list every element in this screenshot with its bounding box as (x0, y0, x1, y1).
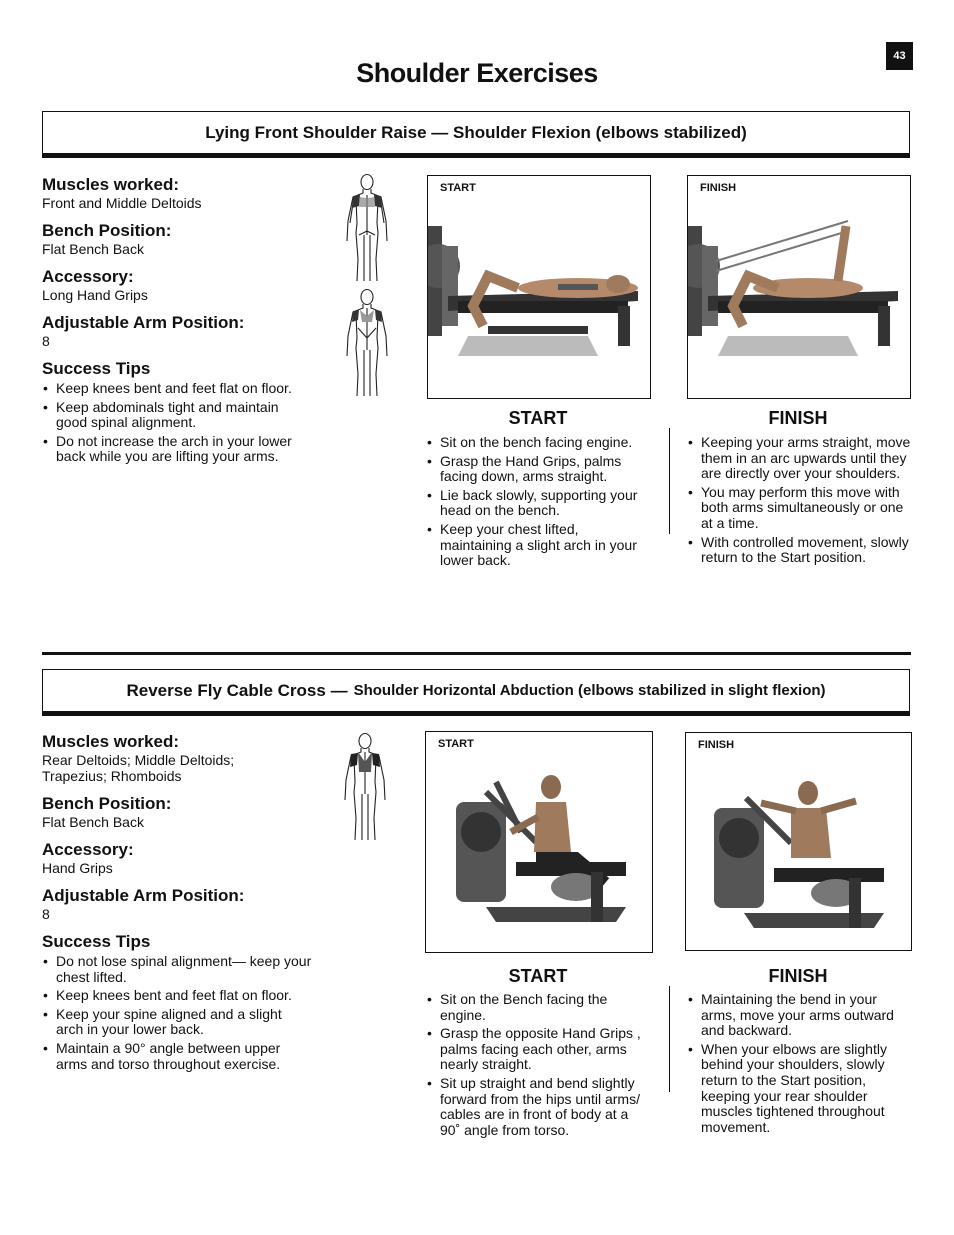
photo-tag: START (438, 738, 474, 750)
lying-raise-finish-illustration (688, 176, 910, 398)
tip-item: • Do not lose spinal alignment— keep your chest lifted. (42, 954, 312, 985)
exercise1-muscles: Front and Middle Deltoids (42, 195, 202, 211)
exercise2-info (42, 732, 312, 1075)
tip-item: • Keep knees bent and feet flat on floor. (42, 988, 312, 1004)
exercise2-tips (42, 954, 312, 1072)
exercise1-title: Lying Front Shoulder Raise — Shoulder Flexion (elbows stabilized) (205, 122, 747, 142)
page-title: Shoulder Exercises (356, 58, 598, 88)
reverse-fly-start-illustration (426, 732, 652, 952)
step-item: • Keeping your arms straight, move them in an arc upwards until they are directly over your shoulders. (687, 435, 913, 482)
exercise1-bench-label: Bench Position: (42, 221, 172, 240)
step-item: • Grasp the opposite Hand Grips , palms facing each other, arms nearly straight. (426, 1026, 648, 1073)
exercise1-bench: Flat Bench Back (42, 241, 144, 257)
exercise1-accessory-label: Accessory: (42, 267, 134, 286)
tip-item: • Maintain a 90° angle between upper arms and torso throughout exercise. (42, 1041, 312, 1072)
exercise2-start-steps (426, 992, 648, 1141)
exercise1-start-steps (426, 435, 648, 572)
exercise2-muscles-label: Muscles worked: (42, 732, 179, 751)
lying-raise-start-illustration (428, 176, 650, 398)
step-item: • Grasp the Hand Grips, palms facing down, arms straight. (426, 454, 648, 485)
exercise1-title-box (42, 111, 910, 158)
step-item: • Sit up straight and bend slightly forward from the hips until arms/ cables are in front of body at a 90˚ angle from torso. (426, 1076, 648, 1138)
exercise2-arm-label: Adjustable Arm Position: (42, 886, 245, 905)
step-item: • You may perform this move with both arms simultaneously or one at a time. (687, 485, 913, 532)
exercise1-start-heading: START (508, 408, 568, 428)
exercise1-finish-steps (687, 435, 913, 569)
tip-item: • Do not increase the arch in your lower back while you are lifting your arms. (42, 434, 312, 465)
section-divider (42, 652, 911, 655)
photo-tag: START (440, 182, 476, 194)
tip-item: • Keep your spine aligned and a slight arch in your lower back. (42, 1007, 312, 1038)
step-item: • Maintaining the bend in your arms, move your arms outward and backward. (687, 992, 907, 1039)
page-number: 43 (886, 42, 913, 70)
anatomy-front-figure-icon (342, 173, 392, 285)
step-item: • Keep your chest lifted, maintaining a slight arch in your lower back. (426, 522, 648, 569)
exercise2-title-bold: Reverse Fly Cable Cross — (126, 680, 348, 700)
exercise1-info (42, 175, 312, 468)
anatomy-back-figure-icon (342, 288, 392, 400)
exercise2-title-rest: Shoulder Horizontal Abduction (elbows stabilized in slight flexion) (353, 682, 826, 699)
exercise1-start-photo (427, 175, 651, 399)
tip-item: • Keep abdominals tight and maintain good spinal alignment. (42, 400, 312, 431)
exercise1-muscles-label: Muscles worked: (42, 175, 179, 194)
exercise2-arm: 8 (42, 906, 50, 922)
exercise2-finish-photo (685, 732, 912, 951)
exercise1-tips (42, 381, 312, 465)
exercise2-bench-label: Bench Position: (42, 794, 172, 813)
exercise1-tips-label: Success Tips (42, 359, 151, 378)
exercise2-muscles: Rear Deltoids; Middle Deltoids; Trapezius; Rhomboids (42, 752, 235, 784)
exercise2-start-photo (425, 731, 653, 953)
exercise1-finish-photo (687, 175, 911, 399)
exercise1-accessory: Long Hand Grips (42, 287, 148, 303)
reverse-fly-finish-illustration (686, 733, 911, 950)
step-item: • Sit on the Bench facing the engine. (426, 992, 648, 1023)
exercise2-bench: Flat Bench Back (42, 814, 144, 830)
photo-tag: FINISH (698, 739, 735, 751)
exercise2-tips-label: Success Tips (42, 932, 151, 951)
exercise1-arm-label: Adjustable Arm Position: (42, 313, 245, 332)
step-item: • With controlled movement, slowly return to the Start position. (687, 535, 913, 566)
exercise2-finish-steps (687, 992, 907, 1138)
step-item: • Sit on the bench facing engine. (426, 435, 648, 451)
exercise2-finish-heading: FINISH (768, 966, 828, 986)
exercise1-arm: 8 (42, 333, 50, 349)
column-divider (669, 986, 670, 1092)
exercise2-accessory: Hand Grips (42, 860, 113, 876)
exercise2-accessory-label: Accessory: (42, 840, 134, 859)
exercise2-title-box (42, 669, 910, 716)
step-item: • When your elbows are slightly behind your shoulders, slowly return to the Start position, keeping your rear shoulder muscles tightened throughout movement. (687, 1042, 907, 1136)
tip-item: • Keep knees bent and feet flat on floor. (42, 381, 312, 397)
anatomy-back-figure-icon (340, 732, 390, 844)
photo-tag: FINISH (700, 182, 737, 194)
exercise2-start-heading: START (508, 966, 568, 986)
step-item: • Lie back slowly, supporting your head on the bench. (426, 488, 648, 519)
exercise1-finish-heading: FINISH (768, 408, 828, 428)
column-divider (669, 428, 670, 534)
